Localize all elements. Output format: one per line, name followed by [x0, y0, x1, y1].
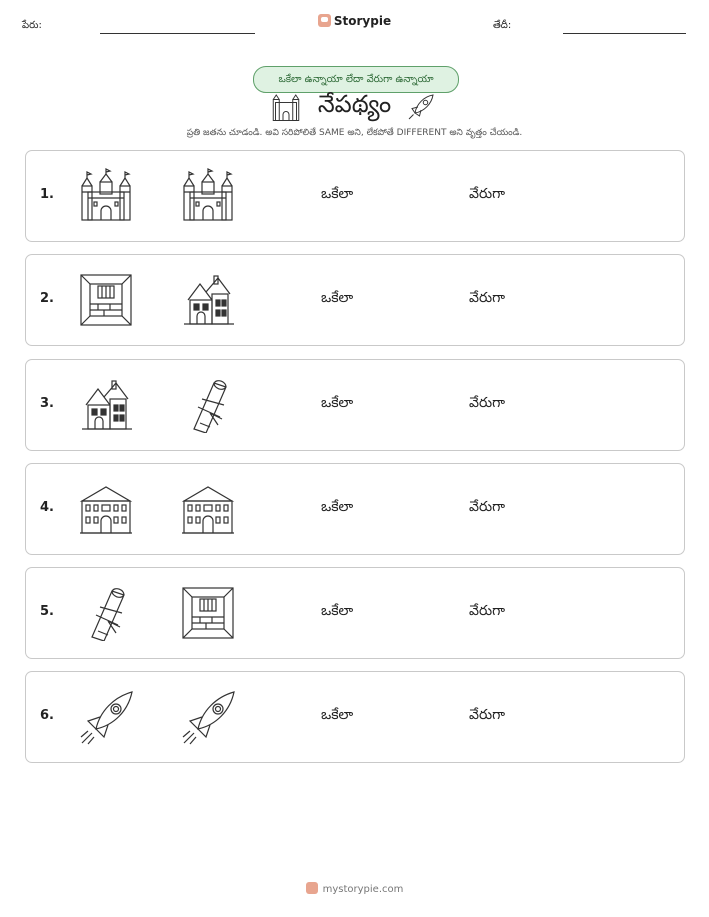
row-3 [25, 359, 685, 451]
instructions: ప్రతి జతను చూడండి. అవి సరిపోలితే SAME అని, లేకపోతే DIFFERENT అని వృత్తం చేయండి. [186, 128, 523, 138]
different-option[interactable]: వేరుగా [469, 186, 505, 202]
rocket-title-icon [405, 92, 437, 122]
row-number: 6. [40, 708, 54, 723]
scroll-icon [78, 585, 134, 641]
name-line[interactable] [100, 33, 255, 34]
brand-logo [0, 14, 709, 28]
rocket-icon [180, 689, 236, 745]
different-option[interactable]: వేరుగా [469, 290, 505, 306]
different-option[interactable]: వేరుగా [469, 395, 505, 411]
worksheet-title: నేపథ్యం [317, 90, 392, 118]
different-option[interactable]: వేరుగా [469, 603, 505, 619]
same-option[interactable]: ఒకేలా [321, 395, 354, 411]
same-option[interactable]: ఒకేలా [321, 290, 354, 306]
prison-cell-icon [180, 585, 236, 641]
category-pill: ఒకేలా ఉన్నాయా లేదా వేరుగా ఉన్నాయా [253, 66, 459, 93]
same-option[interactable]: ఒకేలా [321, 707, 354, 723]
row-number: 3. [40, 396, 54, 411]
different-option[interactable]: వేరుగా [469, 707, 505, 723]
name-label: పేరు: [22, 20, 42, 31]
prison-cell-icon [78, 272, 134, 328]
haunted-house-icon [78, 377, 134, 433]
row-number: 1. [40, 187, 54, 202]
castle-icon [180, 168, 236, 224]
row-5 [25, 567, 685, 659]
school-building-icon [180, 481, 236, 537]
castle-icon [78, 168, 134, 224]
row-6 [25, 671, 685, 763]
row-number: 4. [40, 500, 54, 515]
storypie-logo-icon [318, 14, 331, 27]
haunted-house-icon [180, 272, 236, 328]
footer [0, 882, 709, 895]
row-number: 2. [40, 291, 54, 306]
same-option[interactable]: ఒకేలా [321, 186, 354, 202]
row-number: 5. [40, 604, 54, 619]
rocket-icon [78, 689, 134, 745]
school-building-icon [78, 481, 134, 537]
brand-name: Storypie [333, 14, 392, 28]
row-4 [25, 463, 685, 555]
date-line[interactable] [563, 33, 686, 34]
date-label: తేదీ: [493, 20, 512, 31]
same-option[interactable]: ఒకేలా [321, 603, 354, 619]
same-option[interactable]: ఒకేలా [321, 499, 354, 515]
different-option[interactable]: వేరుగా [469, 499, 505, 515]
row-1 [25, 150, 685, 242]
footer-url[interactable]: mystorypie.com [322, 884, 404, 895]
scroll-icon [180, 377, 236, 433]
row-2 [25, 254, 685, 346]
storypie-logo-icon [306, 882, 318, 894]
